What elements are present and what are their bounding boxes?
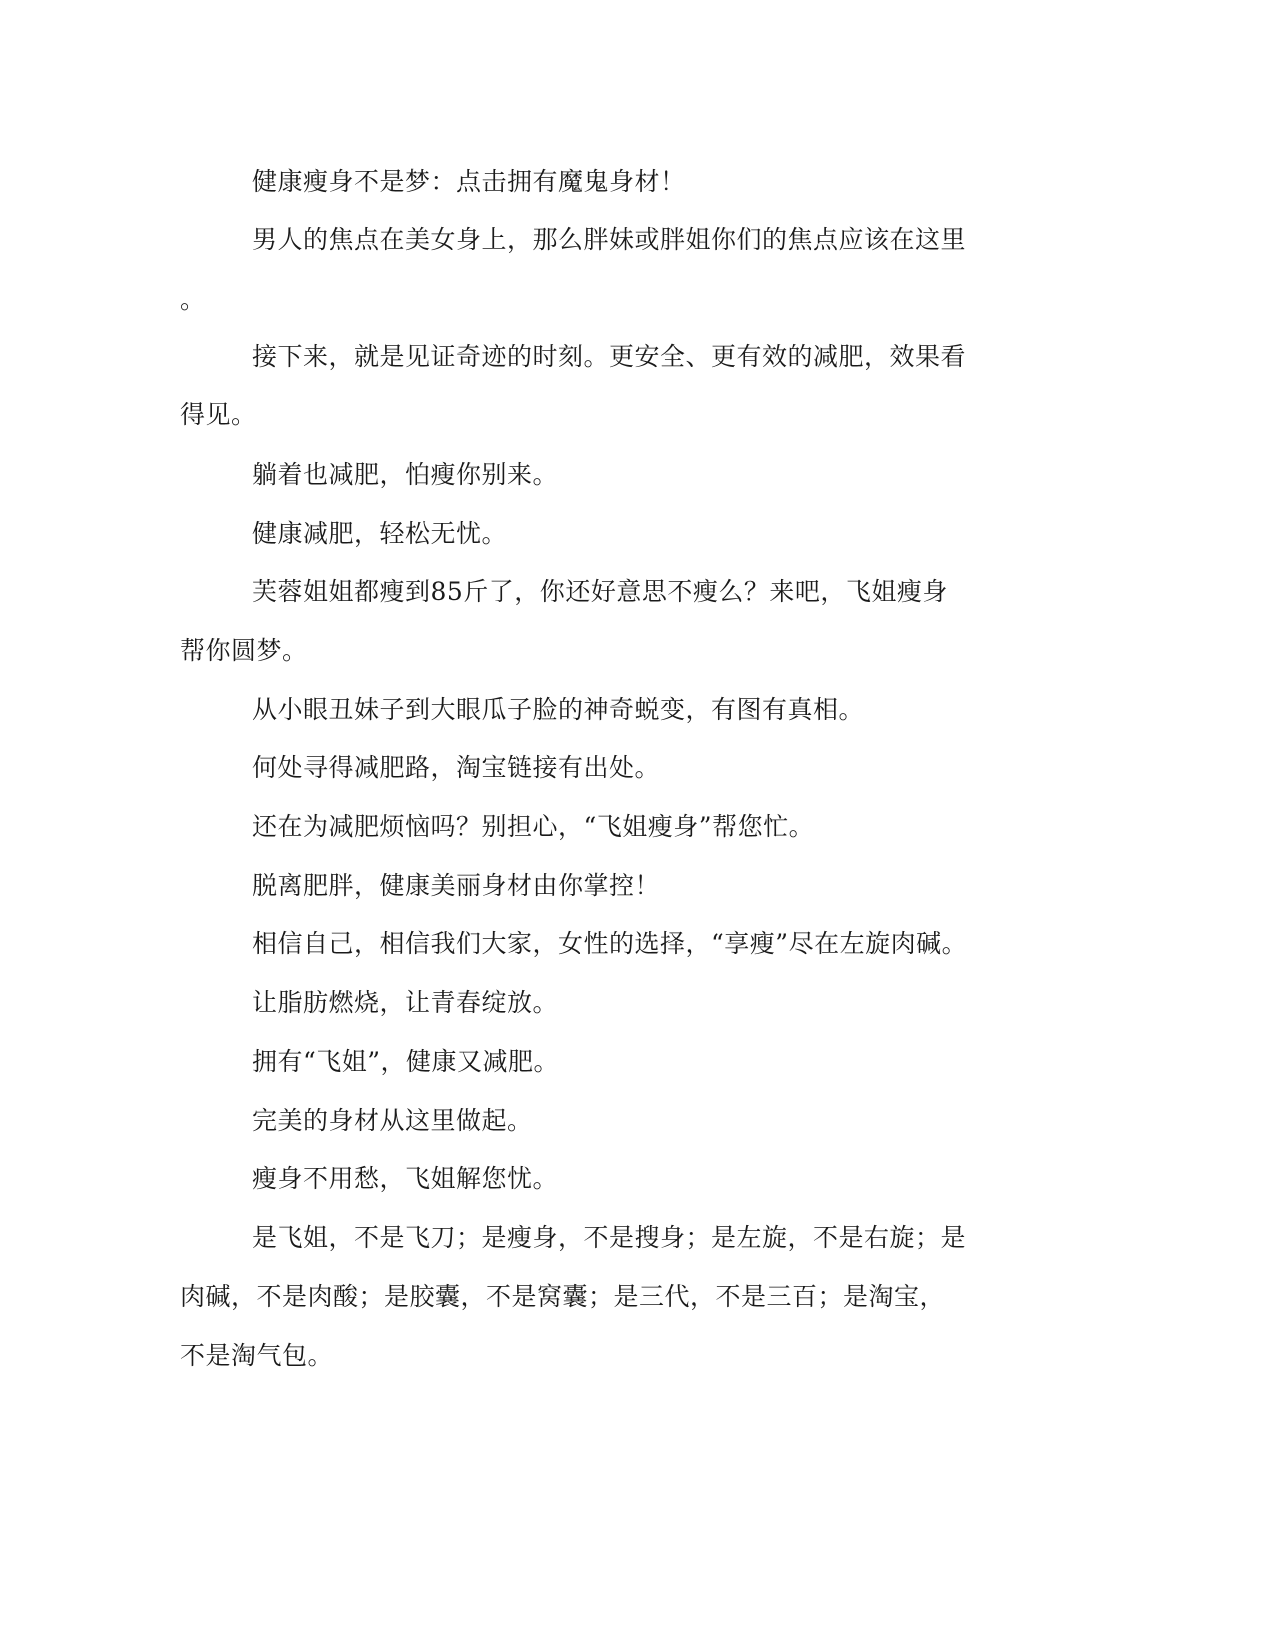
paragraph-line: 接下来，就是见证奇迹的时刻。更安全、更有效的减肥，效果看	[252, 342, 967, 371]
paragraph-line: 男人的焦点在美女身上，那么胖妹或胖姐你们的焦点应该在这里	[252, 225, 967, 254]
paragraph-line: 躺着也减肥，怕瘦你别来。	[252, 460, 559, 489]
paragraph-line: 完美的身材从这里做起。	[252, 1106, 533, 1135]
paragraph-line: 何处寻得减肥路，淘宝链接有出处。	[252, 753, 661, 782]
paragraph-line: 不是淘气包。	[180, 1341, 334, 1370]
paragraph-line: 从小眼丑妹子到大眼瓜子脸的神奇蜕变，有图有真相。	[252, 695, 865, 724]
paragraph-line: 脱离肥胖，健康美丽身材由你掌控！	[252, 871, 661, 900]
paragraph-line: 得见。	[180, 400, 257, 429]
paragraph-line: 芙蓉姐姐都瘦到85斤了，你还好意思不瘦么？来吧，飞姐瘦身	[252, 577, 948, 606]
paragraph-line: 是飞姐，不是飞刀；是瘦身，不是搜身；是左旋，不是右旋；是	[252, 1223, 967, 1252]
paragraph-line: 还在为减肥烦恼吗？别担心，“飞姐瘦身”帮您忙。	[252, 812, 815, 841]
paragraph-line: 健康减肥，轻松无忧。	[252, 519, 508, 548]
paragraph-line: 让脂肪燃烧，让青春绽放。	[252, 988, 559, 1017]
paragraph-line: 健康瘦身不是梦：点击拥有魔鬼身材！	[252, 167, 686, 196]
paragraph-line: 肉碱，不是肉酸；是胶囊，不是窝囊；是三代，不是三百；是淘宝，	[180, 1282, 946, 1311]
paragraph-line: 拥有“飞姐”，健康又减肥。	[252, 1047, 560, 1076]
paragraph-line: 瘦身不用愁，飞姐解您忧。	[252, 1164, 559, 1193]
paragraph-line: 。	[180, 285, 206, 314]
paragraph-line: 相信自己，相信我们大家，女性的选择，“享瘦”尽在左旋肉碱。	[252, 929, 968, 958]
paragraph-line: 帮你圆梦。	[180, 636, 308, 665]
